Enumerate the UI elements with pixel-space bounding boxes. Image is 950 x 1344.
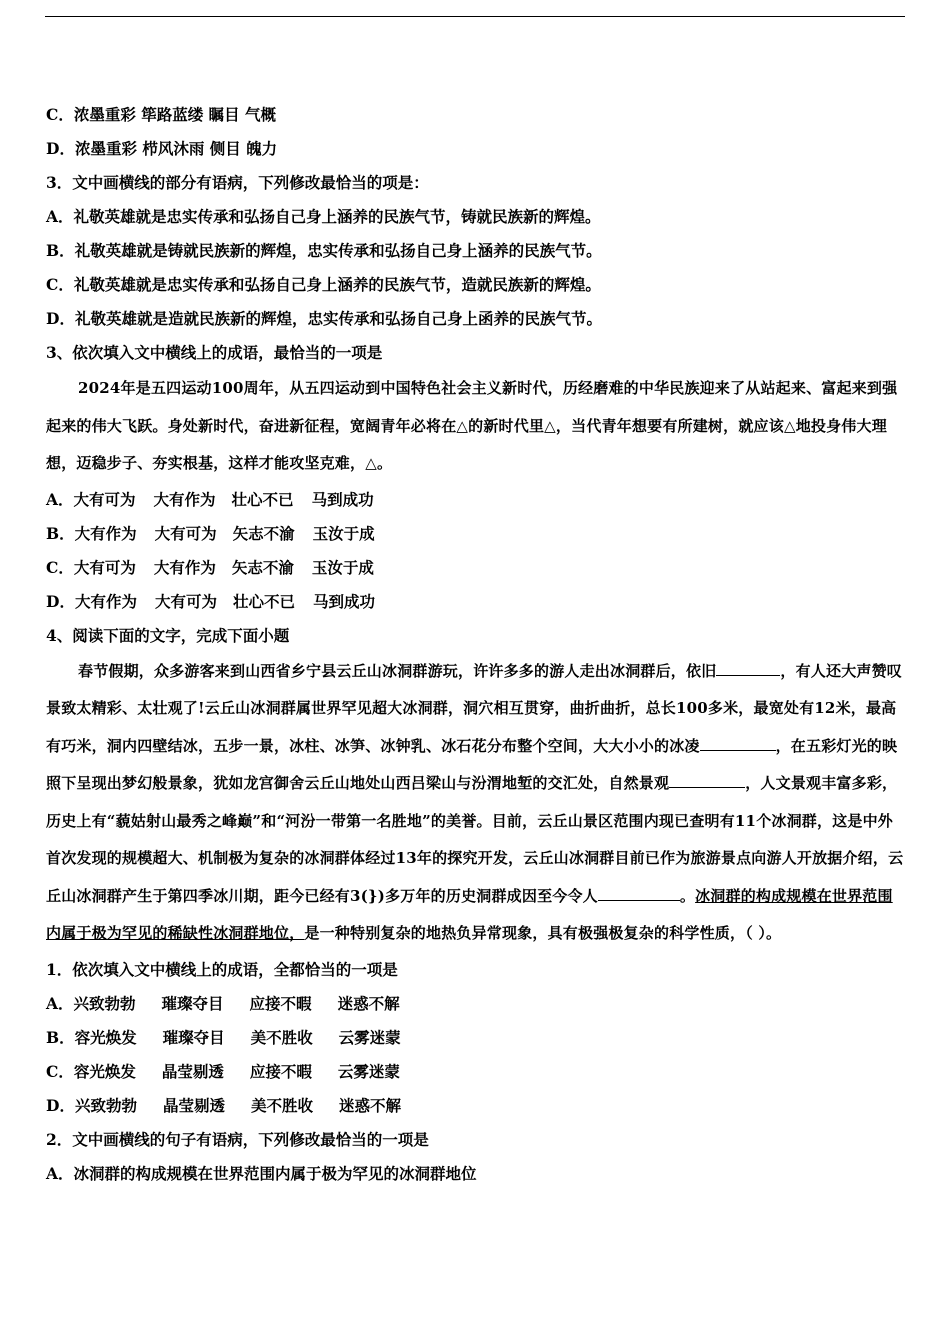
question-4-sub1-option-b: B．容光焕发 璀璨夺目 美不胜收 云雾迷蒙: [46, 1027, 401, 1047]
question-3b-option-a: A．大有可为 大有作为 壮心不已 马到成功: [46, 489, 374, 509]
question-4-sub1-option-d: D．兴致勃勃 晶莹剔透 美不胜收 迷惑不解: [46, 1095, 401, 1115]
document-body: [46, 98, 904, 1191]
question-3-option-a: A．礼敬英雄就是忠实传承和弘扬自己身上涵养的民族气节，铸就民族新的辉煌。: [46, 207, 601, 226]
question-3-option-b: B．礼敬英雄就是铸就民族新的辉煌，忠实传承和弘扬自己身上涵养的民族气节。: [46, 241, 602, 260]
question-3-option-c: C．礼敬英雄就是忠实传承和弘扬自己身上涵养的民族气节，造就民族新的辉煌。: [46, 275, 601, 294]
option-d-prev: D．浓墨重彩 栉风沐雨 侧目 魄力: [46, 139, 278, 158]
fill-blank-1: [716, 661, 780, 676]
question-4-sub1-option-a: A．兴致勃勃 璀璨夺目 应接不暇 迷惑不解: [46, 993, 400, 1013]
question-3b-option-b: B．大有作为 大有可为 矢志不渝 玉汝于成: [46, 523, 375, 543]
option-c-prev: C．浓墨重彩 筚路蓝缕 瞩目 气概: [46, 105, 277, 124]
header-rule: [45, 16, 905, 17]
question-3b-option-c: C．大有可为 大有作为 矢志不渝 玉汝于成: [46, 557, 374, 577]
fill-blank-3: [669, 773, 745, 788]
underlined-sentence: 冰洞群的构成规模在世界范围内属于极为罕见的稀缺性冰洞群地位，: [46, 886, 893, 942]
question-3b-stem: 3、依次填入文中横线上的成语，最恰当的一项是: [46, 343, 383, 362]
question-4-sub2-option-a: A．冰洞群的构成规模在世界范围内属于极为罕见的冰洞群地位: [46, 1163, 477, 1183]
question-4-sub1-stem: 1．依次填入文中横线上的成语，全都恰当的一项是: [46, 959, 398, 979]
question-3b-option-d: D．大有作为 大有可为 壮心不已 马到成功: [46, 591, 375, 611]
question-4-sub2-stem: 2．文中画横线的句子有语病，下列修改最恰当的一项是: [46, 1129, 429, 1149]
question-3-option-d: D．礼敬英雄就是造就民族新的辉煌，忠实传承和弘扬自己身上函养的民族气节。: [46, 309, 602, 328]
blank-triangle-4: △: [365, 454, 377, 472]
blank-triangle-2: △: [544, 416, 556, 435]
question-4-passage: 春节假期，众多游客来到山西省乡宁县云丘山冰洞群游玩，许许多多的游人走出冰洞群后，依旧 ，有人还大声赞叹景致太精彩、太壮观了!云丘山冰洞群属世界罕见超大冰洞群，洞穴相互贯穿，曲折曲折，总长100多米，最宽处有12米，最高有巧米，洞内四壁结冰，五步一景，冰柱、冰笋、冰钟乳、冰石花分布整个空间，大大小小的冰凌 ，在五彩灯光的映照下呈现出梦幻般景象，犹如龙宫御舍云丘山地处山西吕梁山与汾渭地堑的交汇处，自然景观 ，人文景观丰富多彩，历史上有“藐姑射山最秀之峰巅”和“河汾一带第一名胜地”的美誉。目前，云丘山景区范围内现已查明有11个冰洞群，这是中外首次发现的规模超大、机制极为复杂的冰洞群体经过13年的探究开发，云丘山冰洞群目前已作为旅游景点向游人开放据介绍，云丘山冰洞群产生于第四季冰川期，距今已经有3(})多万年的历史洞群成因至今令人 。冰洞群的构成规模在世界范围内属于极为罕见的稀缺性冰洞群地位，是一种特别复杂的地热负异常现象，具有极强极复杂的科学性质，（ ）。: [46, 661, 904, 942]
fill-blank-4: [598, 886, 680, 901]
fill-blank-2: [700, 736, 776, 751]
question-3b-passage: 2024年是五四运动100周年，从五四运动到中国特色社会主义新时代，历经磨难的中华民族迎来了从站起来、富起来到强起来的伟大飞跃。身处新时代，奋进新征程，宽阔青年必将在△的新时代里△，当代青年想要有所建树，就应该△地投身伟大理想，迈稳步子、夯实根基，这样才能攻坚克难，△。: [46, 379, 898, 472]
blank-triangle-3: △: [783, 416, 796, 435]
question-3-stem: 3．文中画横线的部分有语病，下列修改最恰当的项是：: [46, 173, 429, 192]
blank-triangle-1: △: [456, 416, 469, 435]
question-4-sub1-option-c: C．容光焕发 晶莹剔透 应接不暇 云雾迷蒙: [46, 1061, 400, 1081]
question-4-stem: 4、阅读下面的文字，完成下面小题: [46, 625, 290, 645]
